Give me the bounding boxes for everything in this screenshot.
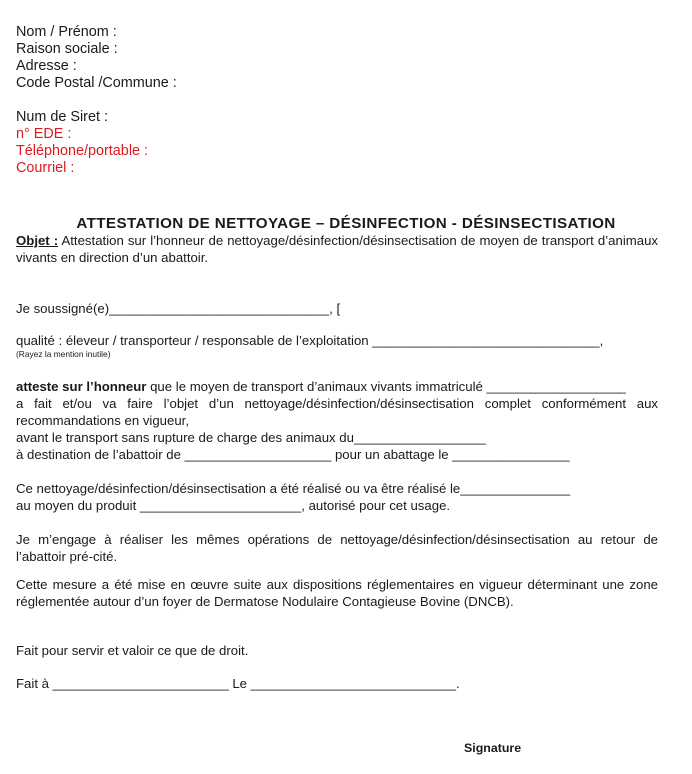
atteste-line3: avant le transport sans rupture de charge des animaux du__________________: [16, 430, 486, 445]
atteste-paragraph: [16, 378, 658, 463]
atteste-line4: à destination de l’abattoir de ____________________ pour un abattage le ________________: [16, 447, 570, 462]
atteste-bold: atteste sur l’honneur: [16, 379, 147, 394]
field-siret: Num de Siret :: [16, 109, 108, 125]
mesure-paragraph: Cette mesure a été mise en œuvre suite aux dispositions réglementaires en vigueur déterminant une zone réglementée autour d’un foyer de Dermatose Nodulaire Contagieuse Bovine (DNCB).: [16, 577, 658, 609]
field-telephone: Téléphone/portable :: [16, 143, 149, 159]
engage-paragraph: Je m’engage à réaliser les mêmes opérations de nettoyage/désinfection/désinsectisation au retour de l’abattoir pré-cité.: [16, 532, 658, 564]
field-ede: n° EDE :: [16, 126, 72, 142]
document-title: ATTESTATION DE NETTOYAGE – DÉSINFECTION - DÉSINSECTISATION: [76, 215, 616, 232]
fait-pour-line: Fait pour servir et valoir ce que de droit.: [16, 643, 249, 658]
realise-line1: Ce nettoyage/désinfection/désinsectisation a été réalisé ou va être réalisé le_______________: [16, 481, 571, 496]
field-courriel: Courriel :: [16, 160, 75, 176]
field-adresse: Adresse :: [16, 58, 77, 74]
qualite-line: qualité : éleveur / transporteur / responsable de l’exploitation _______________________________,: [16, 333, 604, 348]
fait-a-line: Fait à ________________________ Le ____________________________.: [16, 676, 460, 691]
field-code-postal: Code Postal /Commune :: [16, 75, 177, 91]
rayez-note: (Rayez la mention inutile): [16, 349, 111, 359]
signature-label: Signature: [464, 741, 522, 755]
realise-paragraph: [16, 480, 658, 514]
objet-paragraph: [16, 232, 658, 266]
header-block: [16, 24, 658, 177]
objet-text: Attestation sur l’honneur de nettoyage/désinfection/désinsectisation de moyen de transport d’animaux vivants en direction d’un abattoir.: [16, 233, 658, 265]
atteste-line2: a fait et/ou va faire l’objet d’un nettoyage/désinfection/désinsectisation complet conformément aux recommandations en vigueur,: [16, 396, 658, 428]
realise-line2: au moyen du produit ______________________, autorisé pour cet usage.: [16, 498, 451, 513]
objet-label: Objet :: [16, 233, 59, 248]
field-raison-sociale: Raison sociale :: [16, 41, 118, 57]
field-nom: Nom / Prénom :: [16, 24, 117, 40]
atteste-line1: que le moyen de transport d’animaux vivants immatriculé ___________________: [146, 379, 626, 394]
soussigne-line: Je soussigné(e)______________________________, [: [16, 301, 341, 316]
